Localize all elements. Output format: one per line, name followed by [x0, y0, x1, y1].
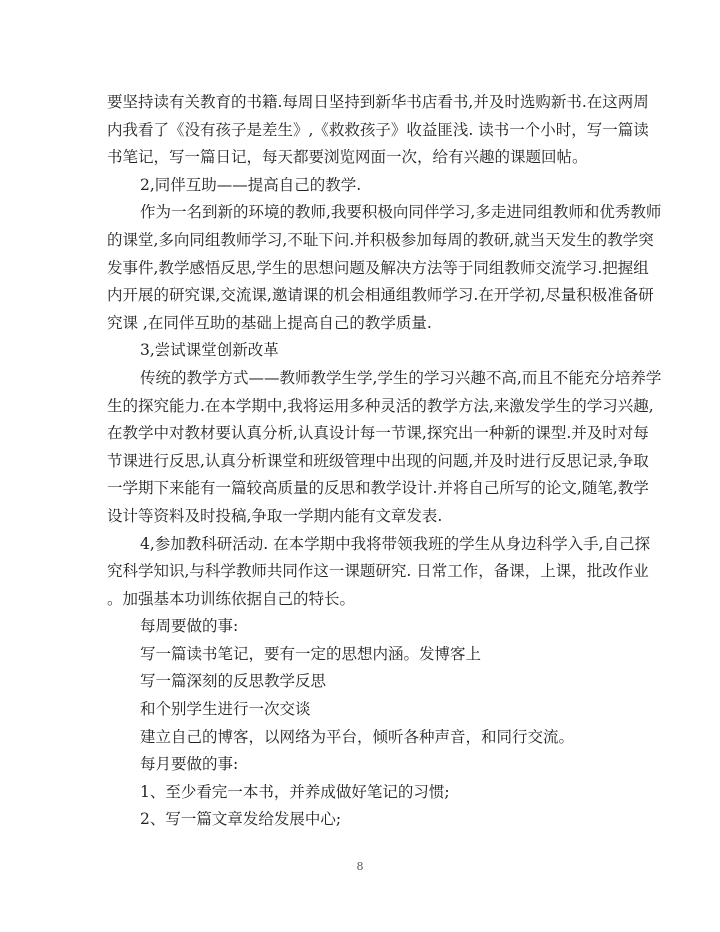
text-line: 在教学中对教材要认真分析,认真设计每一节课,探究出一种新的课型.并及时对每 [107, 424, 649, 443]
document-body [107, 89, 662, 834]
text-line: 节课进行反思,认真分析课堂和班级管理中出现的问题,并及时进行反思记录,争取 [107, 451, 649, 470]
text-line: 生的探究能力.在本学期中,我将运用多种灵活的教学方法,来激发学生的学习兴趣, [107, 396, 654, 415]
text-line: 1、至少看完一本书，并养成做好笔记的习惯; [140, 782, 450, 801]
text-line: 的课堂,多向同组教师学习,不耻下问.并积极参加每周的教研,就当天发生的教学突 [107, 230, 654, 249]
text-line: 写一篇深刻的反思教学反思 [140, 672, 327, 691]
text-line: 传统的教学方式——教师教学生学,学生的学习兴趣不高,而且不能充分培养学 [140, 368, 662, 387]
text-line: 设计等资料及时投稿,争取一学期内能有文章发表. [107, 506, 443, 525]
text-line: 建立自己的博客，以网络为平台，倾听各种声音，和同行交流。 [140, 727, 575, 746]
text-line: 每周要做的事: [140, 617, 239, 636]
text-line: 4,参加教科研活动. 在本学期中我将带领我班的学生从身边科学入手,自己探 [140, 534, 651, 553]
text-line: 。加强基本功训练依据自己的特长。 [107, 589, 356, 608]
text-line: 和个别学生进行一次交谈 [140, 700, 311, 719]
text-line: 每月要做的事: [140, 755, 239, 774]
text-line: 发事件,教学感悟反思,学生的思想问题及解决方法等于同组教师交流学习.把握组 [107, 258, 649, 277]
text-line: 3,尝试课堂创新改革 [140, 341, 279, 360]
text-line: 内我看了《没有孩子是差生》,《救救孩子》收益匪浅. 读书一个小时，写一篇读 [107, 120, 649, 139]
text-line: 内开展的研究课,交流课,邀请课的机会相通组教师学习.在开学初,尽量积极准备研 [107, 286, 654, 305]
text-line: 作为一名到新的环境的教师,我要积极向同伴学习,多走进同组教师和优秀教师 [140, 203, 662, 222]
text-line: 2,同伴互助——提高自己的教学. [140, 175, 362, 194]
text-line: 要坚持读有关教育的书籍.每周日坚持到新华书店看书,并及时选购新书.在这两周 [107, 93, 649, 111]
text-line: 一学期下来能有一篇较高质量的反思和教学设计.并将自己所写的论文,随笔,教学 [107, 479, 649, 498]
text-line: 写一篇读书笔记，要有一定的思想内涵。发博客上 [140, 644, 482, 663]
text-line: 究课 ,在同伴互助的基础上提高自己的教学质量. [107, 313, 432, 332]
text-line: 书笔记，写一篇日记，每天都要浏览网面一次，给有兴趣的课题回帖。 [107, 148, 588, 167]
page-number: 8 [356, 860, 364, 873]
text-line: 究科学知识,与科学教师共同作这一课题研究. 日常工作，备课，上课，批改作业 [107, 562, 649, 581]
text-line: 2、写一篇文章发给发展中心; [140, 810, 342, 829]
